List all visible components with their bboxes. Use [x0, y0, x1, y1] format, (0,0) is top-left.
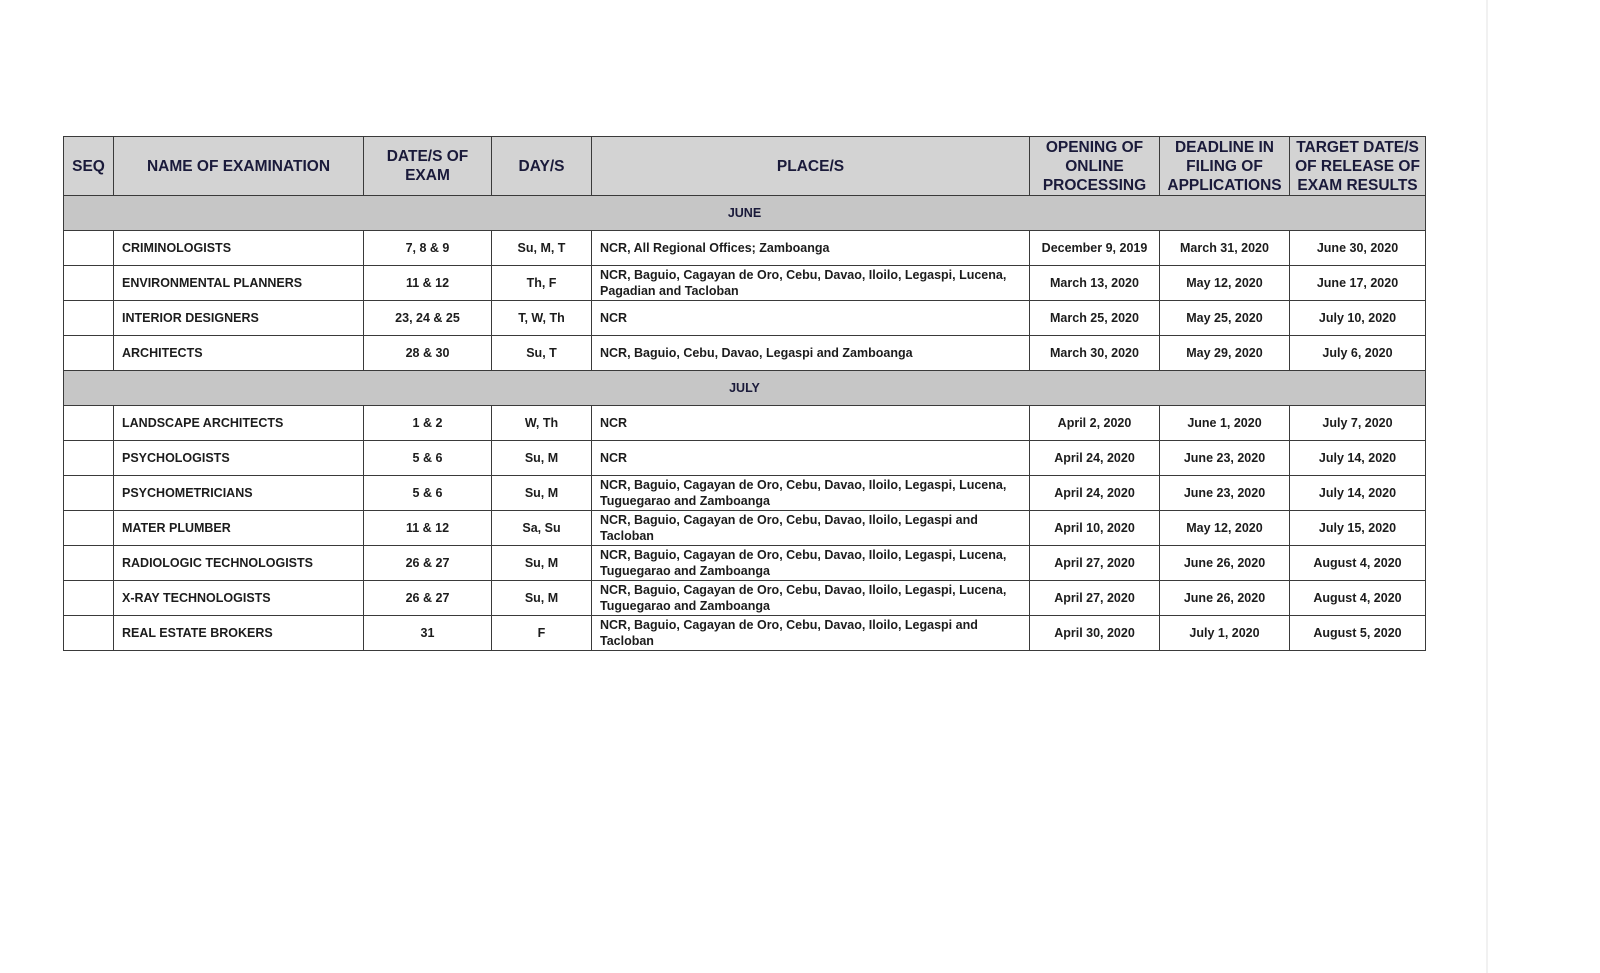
table-header: [64, 137, 1426, 196]
cell-exam-name: CRIMINOLOGISTS: [114, 231, 364, 266]
cell-deadline-date: June 23, 2020: [1160, 441, 1290, 476]
cell-places: NCR: [592, 301, 1030, 336]
month-label: JUNE: [64, 196, 1426, 231]
exam-schedule-table: [63, 136, 1426, 651]
cell-seq: [64, 546, 114, 581]
cell-opening-date: April 27, 2020: [1030, 581, 1160, 616]
cell-target-date: July 14, 2020: [1290, 441, 1426, 476]
cell-exam-days: Su, M: [492, 476, 592, 511]
cell-target-date: June 17, 2020: [1290, 266, 1426, 301]
page-edge-line: [1486, 0, 1488, 973]
cell-deadline-date: May 12, 2020: [1160, 266, 1290, 301]
cell-exam-name: MATER PLUMBER: [114, 511, 364, 546]
cell-seq: [64, 406, 114, 441]
cell-exam-dates: 31: [364, 616, 492, 651]
month-section-row: [64, 196, 1426, 231]
cell-exam-dates: 5 & 6: [364, 476, 492, 511]
cell-exam-dates: 5 & 6: [364, 441, 492, 476]
cell-deadline-date: May 12, 2020: [1160, 511, 1290, 546]
cell-exam-name: ENVIRONMENTAL PLANNERS: [114, 266, 364, 301]
cell-seq: [64, 441, 114, 476]
cell-exam-days: Su, T: [492, 336, 592, 371]
cell-places: NCR, All Regional Offices; Zamboanga: [592, 231, 1030, 266]
cell-deadline-date: March 31, 2020: [1160, 231, 1290, 266]
cell-places: NCR, Baguio, Cagayan de Oro, Cebu, Davao, Iloilo, Legaspi, Lucena, Tuguegarao and Zamboanga: [592, 581, 1030, 616]
cell-deadline-date: May 25, 2020: [1160, 301, 1290, 336]
month-section-row: [64, 371, 1426, 406]
cell-exam-days: Th, F: [492, 266, 592, 301]
table-row: [64, 476, 1426, 511]
cell-exam-dates: 7, 8 & 9: [364, 231, 492, 266]
cell-exam-name: ARCHITECTS: [114, 336, 364, 371]
header-opening-of-online-processing: OPENING OF ONLINE PROCESSING: [1030, 137, 1160, 196]
table-row: [64, 441, 1426, 476]
cell-opening-date: April 10, 2020: [1030, 511, 1160, 546]
table-row: [64, 336, 1426, 371]
cell-target-date: July 7, 2020: [1290, 406, 1426, 441]
cell-exam-days: Su, M, T: [492, 231, 592, 266]
cell-opening-date: March 25, 2020: [1030, 301, 1160, 336]
table-row: [64, 301, 1426, 336]
cell-places: NCR, Baguio, Cebu, Davao, Legaspi and Zamboanga: [592, 336, 1030, 371]
cell-target-date: July 6, 2020: [1290, 336, 1426, 371]
cell-deadline-date: June 1, 2020: [1160, 406, 1290, 441]
table-row: [64, 266, 1426, 301]
cell-seq: [64, 476, 114, 511]
cell-exam-dates: 11 & 12: [364, 511, 492, 546]
cell-exam-days: Su, M: [492, 546, 592, 581]
month-label: JULY: [64, 371, 1426, 406]
cell-exam-name: X-RAY TECHNOLOGISTS: [114, 581, 364, 616]
cell-target-date: August 4, 2020: [1290, 581, 1426, 616]
header-deadline-in-filing: DEADLINE IN FILING OF APPLICATIONS: [1160, 137, 1290, 196]
cell-exam-days: T, W, Th: [492, 301, 592, 336]
cell-exam-days: Su, M: [492, 581, 592, 616]
cell-opening-date: December 9, 2019: [1030, 231, 1160, 266]
cell-target-date: July 10, 2020: [1290, 301, 1426, 336]
cell-exam-name: PSYCHOLOGISTS: [114, 441, 364, 476]
header-target-release-date: TARGET DATE/S OF RELEASE OF EXAM RESULTS: [1290, 137, 1426, 196]
cell-exam-name: RADIOLOGIC TECHNOLOGISTS: [114, 546, 364, 581]
cell-seq: [64, 336, 114, 371]
cell-exam-days: W, Th: [492, 406, 592, 441]
cell-target-date: June 30, 2020: [1290, 231, 1426, 266]
cell-exam-name: LANDSCAPE ARCHITECTS: [114, 406, 364, 441]
cell-exam-name: INTERIOR DESIGNERS: [114, 301, 364, 336]
cell-exam-dates: 28 & 30: [364, 336, 492, 371]
header-name-of-examination: NAME OF EXAMINATION: [114, 137, 364, 196]
cell-seq: [64, 231, 114, 266]
table-body: [64, 196, 1426, 651]
cell-exam-dates: 26 & 27: [364, 546, 492, 581]
cell-places: NCR, Baguio, Cagayan de Oro, Cebu, Davao, Iloilo, Legaspi, Lucena, Tuguegarao and Zamboanga: [592, 546, 1030, 581]
cell-seq: [64, 266, 114, 301]
cell-exam-dates: 11 & 12: [364, 266, 492, 301]
cell-target-date: July 15, 2020: [1290, 511, 1426, 546]
cell-places: NCR, Baguio, Cagayan de Oro, Cebu, Davao, Iloilo, Legaspi, Lucena, Tuguegarao and Zamboanga: [592, 476, 1030, 511]
table-row: [64, 616, 1426, 651]
cell-places: NCR, Baguio, Cagayan de Oro, Cebu, Davao, Iloilo, Legaspi and Tacloban: [592, 616, 1030, 651]
cell-opening-date: April 2, 2020: [1030, 406, 1160, 441]
cell-exam-name: PSYCHOMETRICIANS: [114, 476, 364, 511]
cell-opening-date: April 24, 2020: [1030, 476, 1160, 511]
cell-opening-date: April 27, 2020: [1030, 546, 1160, 581]
cell-places: NCR, Baguio, Cagayan de Oro, Cebu, Davao, Iloilo, Legaspi and Tacloban: [592, 511, 1030, 546]
cell-opening-date: April 24, 2020: [1030, 441, 1160, 476]
cell-exam-dates: 23, 24 & 25: [364, 301, 492, 336]
cell-exam-days: Sa, Su: [492, 511, 592, 546]
cell-target-date: August 5, 2020: [1290, 616, 1426, 651]
cell-exam-days: F: [492, 616, 592, 651]
cell-target-date: July 14, 2020: [1290, 476, 1426, 511]
cell-places: NCR: [592, 406, 1030, 441]
cell-deadline-date: June 23, 2020: [1160, 476, 1290, 511]
cell-deadline-date: June 26, 2020: [1160, 546, 1290, 581]
cell-opening-date: March 13, 2020: [1030, 266, 1160, 301]
table-row: [64, 406, 1426, 441]
cell-opening-date: April 30, 2020: [1030, 616, 1160, 651]
table-row: [64, 546, 1426, 581]
cell-exam-dates: 1 & 2: [364, 406, 492, 441]
cell-deadline-date: July 1, 2020: [1160, 616, 1290, 651]
header-seq: SEQ: [64, 137, 114, 196]
header-days: DAY/S: [492, 137, 592, 196]
cell-seq: [64, 581, 114, 616]
header-dates-of-exam: DATE/S OF EXAM: [364, 137, 492, 196]
cell-target-date: August 4, 2020: [1290, 546, 1426, 581]
table-row: [64, 511, 1426, 546]
cell-seq: [64, 301, 114, 336]
header-places: PLACE/S: [592, 137, 1030, 196]
cell-seq: [64, 511, 114, 546]
cell-deadline-date: June 26, 2020: [1160, 581, 1290, 616]
cell-exam-days: Su, M: [492, 441, 592, 476]
cell-places: NCR, Baguio, Cagayan de Oro, Cebu, Davao, Iloilo, Legaspi, Lucena, Pagadian and Tacloban: [592, 266, 1030, 301]
table-row: [64, 231, 1426, 266]
table-row: [64, 581, 1426, 616]
cell-exam-dates: 26 & 27: [364, 581, 492, 616]
cell-seq: [64, 616, 114, 651]
cell-exam-name: REAL ESTATE BROKERS: [114, 616, 364, 651]
cell-opening-date: March 30, 2020: [1030, 336, 1160, 371]
header-row: [64, 137, 1426, 196]
cell-deadline-date: May 29, 2020: [1160, 336, 1290, 371]
cell-places: NCR: [592, 441, 1030, 476]
